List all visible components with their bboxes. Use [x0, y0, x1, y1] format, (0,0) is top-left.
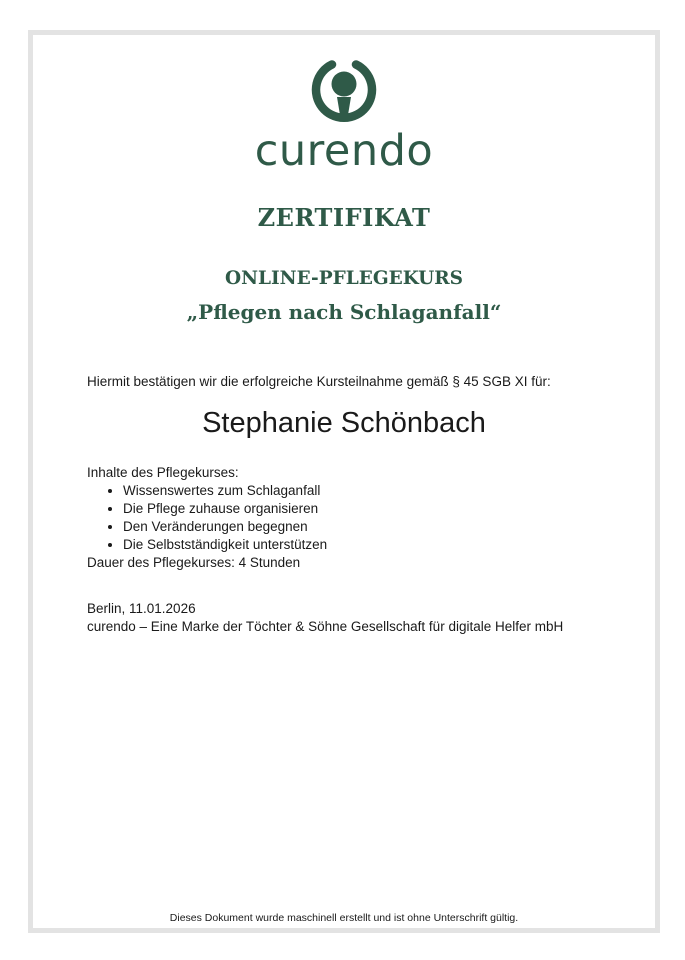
place-date: Berlin, 11.01.2026	[87, 601, 196, 616]
certificate-title: ZERTIFIKAT	[257, 203, 431, 232]
issuer-company: curendo – Eine Marke der Töchter & Söhne Gesellschaft für digitale Helfer mbH	[87, 619, 564, 634]
list-item: • Wissenswertes zum Schlaganfall	[123, 482, 327, 500]
footer-note: Dieses Dokument wurde maschinell erstellt und ist ohne Unterschrift gültig.	[169, 912, 519, 924]
course-name: „Pflegen nach Schlaganfall“	[186, 300, 502, 324]
list-item: • Den Veränderungen begegnen	[123, 518, 327, 536]
list-item: • Die Selbstständigkeit unterstützen	[123, 536, 327, 554]
course-type: ONLINE-PFLEGEKURS	[224, 268, 464, 289]
contents-heading: Inhalte des Pflegekurses:	[87, 465, 239, 480]
course-contents	[87, 464, 327, 554]
confirmation-text: Hiermit bestätigen wir die erfolgreiche Kursteilnahme gemäß § 45 SGB XI für:	[87, 374, 551, 389]
list-item: • Die Pflege zuhause organisieren	[123, 500, 327, 518]
certificate-frame	[28, 30, 660, 933]
brand-logo	[33, 57, 655, 175]
course-duration: Dauer des Pflegekurses: 4 Stunden	[87, 555, 301, 570]
brand-wordmark: curendo	[254, 126, 434, 176]
curendo-ring-person-icon	[311, 57, 377, 123]
contents-list	[87, 482, 327, 554]
recipient-name: Stephanie Schönbach	[202, 407, 486, 439]
